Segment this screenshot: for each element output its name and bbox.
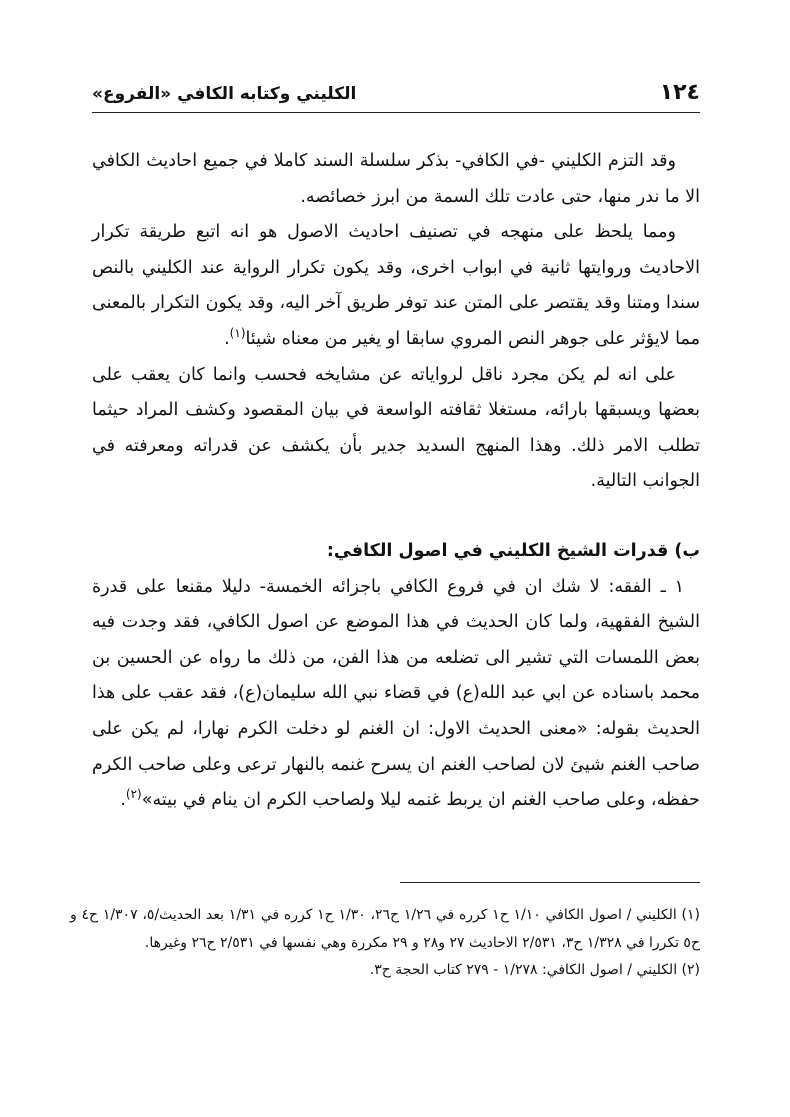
running-title: الكليني وكتابه الكافي «الفروع» [92, 84, 357, 104]
footnote-ref-2: (٢) [125, 787, 142, 802]
footnote-2: (٢) الكليني / اصول الكافي: ١/٢٧٨ - ٢٧٩ كتاب الحجة ح٣. [369, 962, 700, 978]
page-header [92, 78, 700, 113]
section-heading: ب) قدرات الشيخ الكليني في اصول الكافي: [326, 540, 700, 561]
footnote-divider [400, 882, 700, 883]
paragraph-fiqh: ١ ـ الفقه: لا شك ان في فروع الكافي باجزائه الخمسة- دليلا مقنعا على قدرة الشيخ الفقهية، ولما كان الحديث في هذا الموضع عن اصول الكافي، فقد وجدت فيه بعض اللمسات التي تشير الى تضلعه من هذا الفن، من ذلك ما رواه عن الحسين بن محمد باسناده عن ابي عبد الله(ع) في قضاء نبي الله سليمان(ع)، فقد عقب على هذا الحديث بقوله: «معنى الحديث الاول: ان الغنم لو دخلت الكرم نهارا، لم يكن على صاحب الغنم شيئ لان لصاحب الغنم ان يسرح غنمه بالنهار ترعى وعلى صاحب الكرم حفظه، وعلى صاحب الغنم ان يربط غنمه ليلا ولصاحب الكرم ان ينام في بيته»$^{(٢)}$. [92, 576, 700, 811]
page-number: ١٢٤ [659, 80, 700, 105]
paragraph-2: ومما يلحظ على منهجه في تصنيف احاديث الاصول هو انه اتبع طريقة تكرار الاحاديث وروايتها ثانية في ابواب اخرى، وقد يكون تكرار الرواية عند الكليني بالنص سندا ومتنا وقد يقتصر على المتن عند توفر طريق آخر اليه، وقد يكون التكرار بالمعنى مما لايؤثر على جوهر النص المروي سابقا او يغير من معناه شيئا$^{(١)}$. [92, 222, 700, 349]
paragraph-1: وقد التزم الكليني -في الكافي- بذكر سلسلة السند كاملا في جميع احاديث الكافي الا ما ندر منها، حتى عادت تلك السمة من ابرز خصائصه. [92, 151, 700, 207]
footnote-ref-1: (١) [229, 326, 246, 341]
footnotes [70, 902, 700, 985]
main-text [92, 144, 700, 819]
paragraph-3: على انه لم يكن مجرد ناقل لرواياته عن مشايخه فحسب وانما كان يعقب على بعضها ويسبقها بارائه، مستغلا ثقافته الواسعة في بيان المقصود وكشف المراد حيثما تطلب الامر ذلك. وهذا المنهج السديد جدير بأن يكشف عن قدراته ومعرفته في الجوانب التالية. [92, 364, 700, 492]
footnote-1: (١) الكليني / اصول الكافي ١/١٠ ح١ كرره في ١/٢٦ ح٢٦، ١/٣٠ ح١ كرره في ١/٣١ بعد الحديث/٥، ١/٣٠٧ ح٤ و ح٥ تكررا في ١/٣٢٨ ح٣، ٢/٥٣١ الاحاديث ٢٧ و٢٨ و ٢٩ مكررة وهي نفسها في ٢/٥٣١ ح٢٦ وغيرها. [70, 907, 700, 951]
